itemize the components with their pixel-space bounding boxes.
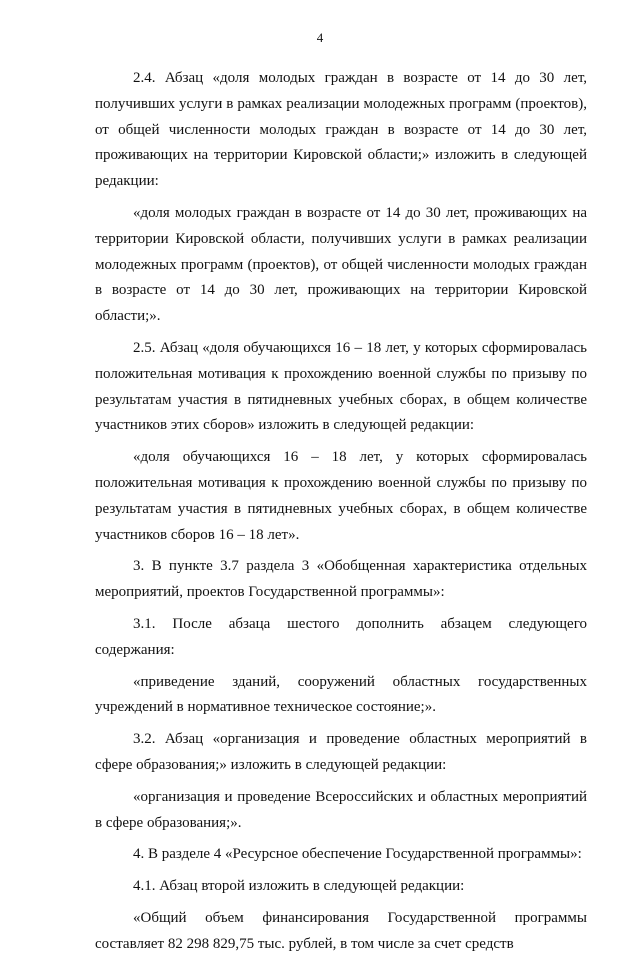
paragraph-2-5: 2.5. Абзац «доля обучающихся 16 – 18 лет, у которых сформировалась положительная мотивация к прохождению военной службы по призыву по результатам участия в пятидневных учебных сборах, в общем количестве участников этих сборов» изложить в следующей редакции:: [95, 339, 587, 434]
paragraph-2-5-new-text: «доля обучающихся 16 – 18 лет, у которых сформировалась положительная мотивация к прохождению военной службы по призыву по результатам участия в пятидневных учебных сборах, в общем количестве участников сборов 16 – 18 лет».: [95, 449, 587, 543]
paragraph-4-1-new-text: «Общий объем финансирования Государственной программы составляет 82 298 829,75 тыс. рублей, в том числе за счет средств: [95, 909, 587, 952]
paragraph-3: 3. В пункте 3.7 раздела 3 «Обобщенная характеристика отдельных мероприятий, проектов Государственной программы»:: [95, 558, 587, 601]
paragraph-3-1-new-text: «приведение зданий, сооружений областных государственных учреждений в нормативное техническое состояние;».: [95, 673, 587, 716]
paragraph-3-1: 3.1. После абзаца шестого дополнить абзацем следующего содержания:: [95, 615, 587, 658]
paragraph-2-4-new-text: «доля молодых граждан в возрасте от 14 до 30 лет, проживающих на территории Кировской области, получивших услуги в рамках реализации молодежных программ (проектов), от общей численности молодых граждан в возрасте от 14 до 30 лет, проживающих на территории Кировской области;».: [95, 204, 587, 325]
paragraph-4-1: 4.1. Абзац второй изложить в следующей редакции:: [133, 878, 465, 895]
paragraph-4: 4. В разделе 4 «Ресурсное обеспечение Государственной программы»:: [133, 846, 582, 863]
page-number: 4: [316, 30, 324, 45]
paragraph-3-2-new-text: «организация и проведение Всероссийских и областных мероприятий в сфере образования;».: [95, 788, 587, 831]
paragraph-3-2: 3.2. Абзац «организация и проведение областных мероприятий в сфере образования;» изложить в следующей редакции:: [95, 731, 587, 773]
document-body: [95, 66, 587, 964]
paragraph-2-4: 2.4. Абзац «доля молодых граждан в возрасте от 14 до 30 лет, получивших услуги в рамках реализации молодежных программ (проектов), от общей численности молодых граждан в возрасте от 14 до 30 лет, проживающих на территории Кировской области;» изложить в следующей редакции:: [95, 70, 587, 190]
